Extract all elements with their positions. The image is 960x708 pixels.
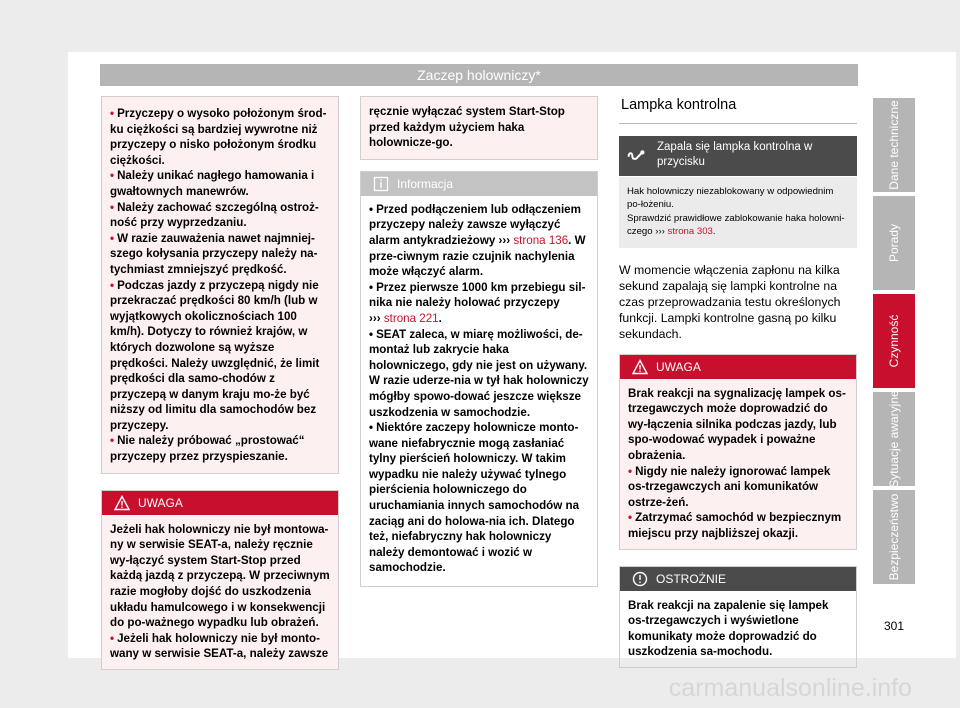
caution-header: [620, 567, 856, 591]
warning-header: [620, 355, 856, 379]
warning-title: UWAGA: [656, 359, 701, 374]
list-item: • Niektóre zaczepy holownicze monto-wane niefabrycznie mogą zasłaniać tylny pierścień holowniczy. W takim wypadku nie należy używać tylnego pierścienia holowniczego do uruchamiania innych samochodów na zaciąg ani do holowa-nia ich. Dlatego też, niefabryczny hak holowniczy należy demontować i wozić w samochodzie.: [369, 421, 580, 575]
caution-box: [619, 566, 857, 668]
page-link[interactable]: strona 303: [667, 226, 713, 238]
list-item: • Jeżeli hak holowniczy nie był monto-wany w serwisie SEAT-a, należy zawsze: [110, 631, 329, 661]
caution-text: Brak reakcji na zapalenie się lampek os-trzegawczych i wyświetlone komunikaty może doprowadzić do uszkodzenia sa-mochodu.: [628, 598, 829, 659]
tab-porady[interactable]: Porady: [873, 196, 915, 290]
warning-title: UWAGA: [138, 495, 183, 510]
section-header: Zaczep holowniczy*: [100, 64, 858, 86]
indicator-table: [619, 136, 857, 248]
watermark: carmanualsonline.info: [668, 674, 912, 702]
list-item: • Przyczepy o wysoko położonym środ-ku ciężkości są bardziej wywrotne niż przyczepy o nisko położonym środku ciężkości.: [110, 107, 327, 167]
column-3: [619, 96, 857, 668]
warning-text: Brak reakcji na sygnalizację lampek os-trzegawczych może doprowadzić do wy-łączenia silnika podczas jazdy, lub spo-wodować wypadek i poważne obrażenia.: [628, 386, 846, 462]
body-text: W momencie włączenia zapłonu na kilka sekund zapalają się lampki kontrolne na czas przeprowadzania testu określonych funkcji. Lampki kontrolne gasną po kilku sekundach.: [619, 262, 841, 341]
page-link[interactable]: strona 221: [383, 311, 439, 325]
info-header: [361, 172, 597, 196]
indicator-row: [619, 136, 857, 176]
warning-text: ręcznie wyłączać system Start-Stop przed każdym użyciem haka holownicze-go.: [369, 105, 565, 150]
warning-continued-box: [360, 96, 598, 160]
tab-bezpieczenstwo[interactable]: Bezpieczeństwo: [873, 490, 915, 584]
list-item: • Należy unikać nagłego hamowania i gwałtownych manewrów.: [110, 169, 315, 198]
info-title: Informacja: [397, 176, 454, 191]
indicator-title: Zapala się lampka kontrolna w przycisku: [657, 140, 813, 168]
warning-triangle-icon: [114, 495, 130, 511]
column-1: [101, 96, 339, 670]
list-item: • Należy zachować szczególną ostroż-ność przy wyprzedzaniu.: [110, 200, 319, 230]
caution-title: OSTROŻNIE: [656, 571, 727, 586]
page-number: 301: [883, 619, 905, 633]
list-item: • Podczas jazdy z przyczepą nigdy nie przekraczać prędkości 80 km/h (lub w wyjątkowych okolicznościach 100 km/h). Dotyczy to również krajów, w których dozwolone są wyższe prędkości. Należy uwzględnić, że limit prędkości dla samo-chodów z przyczepą w danym kraju mo-że być niższy od limitu dla samochodów bez przyczepy.: [110, 278, 320, 432]
column-2: [360, 96, 598, 587]
list-item: • SEAT zaleca, w miarę możliwości, de-montaż lub zakrycie haka holowniczego, gdy nie jest on używany. W razie uderze-nia w tył hak holowniczy mógłby spowo-dować jeszcze większe uszkodzenia w samochodzie.: [369, 327, 589, 419]
tow-hitch-icon: [624, 145, 648, 167]
info-icon: [373, 176, 389, 192]
list-item: • Przed podłączeniem lub odłączeniem przyczepy należy zawsze wyłączyć alarm antykradzieżowy ››› strona 136. W prze-ciwnym razie czujnik nachylenia może włączyć alarm.: [369, 202, 586, 279]
caution-icon: [632, 571, 648, 587]
tab-sytuacje-awaryjne[interactable]: Sytuacje awaryjne: [873, 392, 915, 486]
warning-box: [101, 490, 339, 670]
warning-text: Jeżeli hak holowniczy nie był montowa-ny w serwisie SEAT-a, należy ręcznie wy-łączyć system Start-Stop przed każdą jazdą z przyczepą. W przeciwnym razie mogłoby dojść do uszkodzenia układu hamulcowego i w konsekwencji do po-ważnego wypadku lub obrażeń.: [110, 522, 330, 630]
list-item: • W razie zauważenia nawet najmniej-szego kołysania przyczepy należy na-tychmiast zmniejszyć prędkość.: [110, 231, 318, 276]
list-item: • Nigdy nie należy ignorować lampek os-trzegawczych ani komunikatów ostrze-żeń.: [628, 464, 831, 509]
info-box: [360, 171, 598, 587]
warning-header: [102, 491, 338, 515]
warning-box: [619, 354, 857, 550]
section-heading: Lampka kontrolna: [619, 96, 857, 124]
warning-triangle-icon: [632, 359, 648, 375]
warning-continued-box: [101, 96, 339, 474]
indicator-desc: Hak holowniczy niezablokowany w odpowiednim po-łożeniu. Sprawdzić prawidłowe zablokowanie haka holowni-czego ››› strona 303.: [619, 177, 857, 248]
list-item: • Przez pierwsze 1000 km przebiegu sil-nika nie należy holować przyczepy ››› strona 221.: [369, 280, 586, 325]
list-item: • Nie należy próbować „prostować“ przyczepy przez przyspieszanie.: [110, 434, 305, 464]
page-link[interactable]: strona 136: [513, 233, 569, 247]
tab-czynnosc[interactable]: Czynność: [873, 294, 915, 388]
tab-dane-techniczne[interactable]: Dane techniczne: [873, 98, 915, 192]
list-item: • Zatrzymać samochód w bezpiecznym miejscu przy najbliższej okazji.: [628, 511, 842, 540]
